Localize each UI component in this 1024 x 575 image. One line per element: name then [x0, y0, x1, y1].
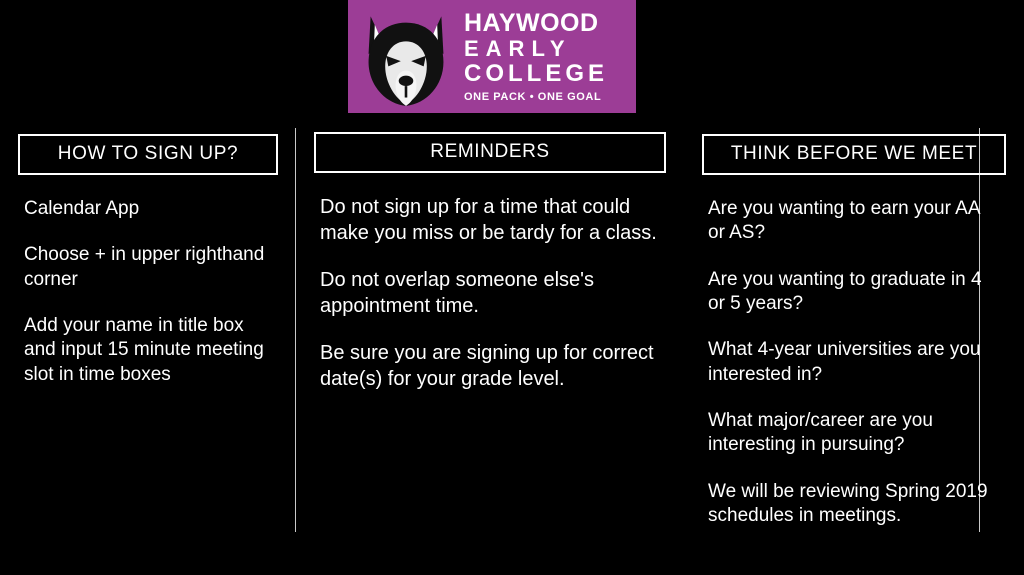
column-items	[702, 197, 1006, 528]
logo-banner	[348, 0, 636, 113]
column-how-to-sign-up	[0, 128, 296, 548]
column-think-before-we-meet	[684, 128, 1024, 548]
logo-line-haywood: HAYWOOD	[464, 8, 599, 37]
list-item: Add your name in title box and input 15 minute meeting slot in time boxes	[24, 314, 264, 385]
logo-line-early: EARLY	[464, 35, 572, 61]
list-item: Do not sign up for a time that could make you miss or be tardy for a class.	[320, 196, 657, 244]
column-title: THINK BEFORE WE MEET	[702, 134, 1006, 175]
logo-wordmark	[464, 8, 609, 103]
logo-line-college: COLLEGE	[464, 59, 609, 87]
content-columns	[0, 128, 1024, 548]
column-reminders	[296, 128, 684, 548]
wolf-head-icon	[354, 6, 458, 110]
list-item: Choose + in upper righthand corner	[24, 244, 265, 290]
column-title: REMINDERS	[314, 132, 666, 173]
list-item: Are you wanting to graduate in 4 or 5 years?	[708, 268, 982, 314]
list-item: What 4-year universities are you interested in?	[708, 339, 981, 385]
list-item: Do not overlap someone else's appointment time.	[320, 269, 594, 317]
list-item: We will be reviewing Spring 2019 schedules in meetings.	[708, 480, 988, 526]
logo-tagline: ONE PACK • ONE GOAL	[464, 90, 602, 103]
column-items	[18, 197, 278, 387]
list-item: Calendar App	[24, 198, 140, 219]
column-title: HOW TO SIGN UP?	[18, 134, 278, 175]
list-item: What major/career are you interesting in pursuing?	[708, 409, 933, 456]
column-items	[314, 195, 666, 393]
list-item: Be sure you are signing up for correct date(s) for your grade level.	[320, 342, 654, 390]
list-item: Are you wanting to earn your AA or AS?	[708, 198, 980, 244]
